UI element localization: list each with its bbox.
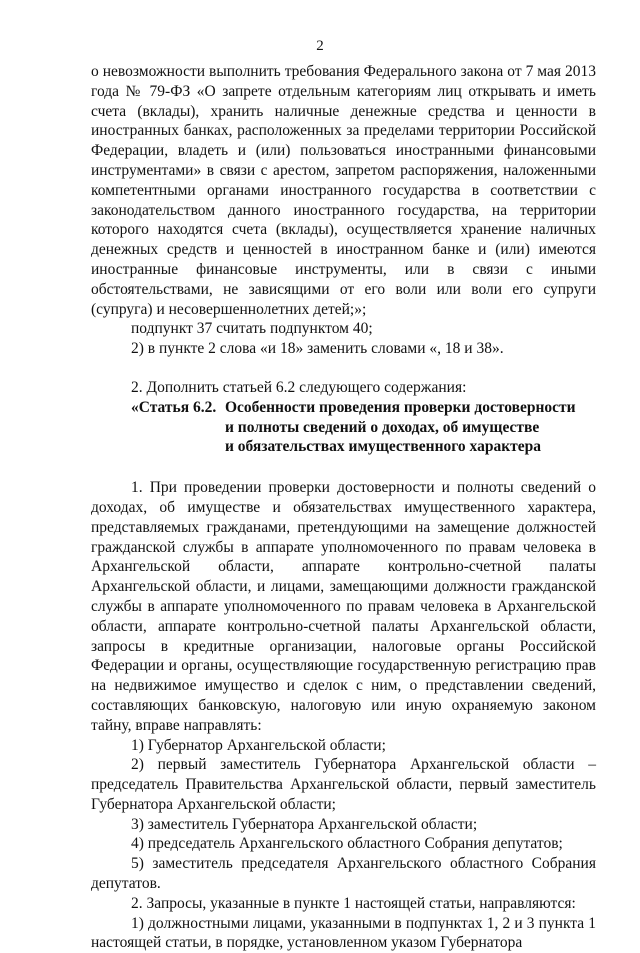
list-item: 3) заместитель Губернатора Архангельской области; xyxy=(131,815,478,833)
paragraph-continuation: о невозможности выполнить требования Федерального закона от 7 мая 2013 года № 79-ФЗ «О запрете отдельным категориям лиц открывать и иметь счета (вклады), хранить наличные денежные средства и ценности в иностранных банках, расположенных за пределами территории Российской Федерации, владеть и (или) пользоваться иностранными финансовыми инструментами» в связи с арестом, запретом распоряжения, наложенными компетентными органами иностранного государства в соответствии с законодательством данного иностранного государства, на территории которого находятся счета (вклады), осуществляется хранение наличных денежных средств и ценностей в иностранном банке и (или) имеются иностранные финансовые инструменты, или в связи с иными обстоятельствами, не зависящими от его воли или воли его супруги (супруга) и несовершеннолетних детей;»; xyxy=(91,63,596,318)
spacer xyxy=(91,457,596,478)
list-item: 2) первый заместитель Губернатора Архангельской области – председатель Правительства Архангельской области, первый заместитель Губернатора Архангельской области; xyxy=(91,756,596,813)
list-item: 1) должностными лицами, указанными в подпунктах 1, 2 и 3 пункта 1 настоящей статьи, в порядке, установленном указом Губернатора xyxy=(91,914,596,952)
article-label: «Статья 6.2. xyxy=(131,398,217,416)
article-title-line: и полноты сведений о доходах, об имуществе xyxy=(225,418,540,436)
list-item: 5) заместитель председателя Архангельского областного Собрания депутатов. xyxy=(91,855,596,893)
article-heading xyxy=(91,398,596,457)
paragraph-item-2: 2) в пункте 2 слова «и 18» заменить словами «, 18 и 38». xyxy=(131,340,504,358)
article-title-line: и обязательствах имущественного характера xyxy=(225,438,541,456)
page-number: 2 xyxy=(316,38,324,54)
article-paragraph-2: 2. Запросы, указанные в пункте 1 настоящей статьи, направляются: xyxy=(131,894,576,912)
paragraph-subitem-37: подпункт 37 считать подпунктом 40; xyxy=(131,320,373,338)
spacer xyxy=(91,359,596,378)
list-item: 4) председатель Архангельского областного Собрания депутатов; xyxy=(131,835,563,853)
article-paragraph-1: 1. При проведении проверки достоверности и полноты сведений о доходах, об имуществе и обязательствах имущественного характера, представляемых гражданами, претендующими на замещение должностей гражданской службы в аппарате уполномоченного по правам человека в Архангельской области, аппарате контрольно-счетной палаты Архангельской области, и лицами, замещающими должности гражданской службы в аппарате уполномоченного по правам человека в Архангельской области, аппарате контрольно-счетной палаты Архангельской области, запросы в кредитные организации, налоговые органы Российской Федерации и органы, осуществляющие государственную регистрацию прав на недвижимое имущество и сделок с ним, о представлении сведений, составляющих банковскую, налоговую или иную охраняемую законом тайну, вправе направлять: xyxy=(91,479,596,734)
paragraph-amendment-2: 2. Дополнить статьей 6.2 следующего содержания: xyxy=(131,378,467,396)
article-title xyxy=(225,398,596,457)
document-body xyxy=(91,62,596,953)
list-item: 1) Губернатор Архангельской области; xyxy=(131,736,386,754)
article-title-line: Особенности проведения проверки достоверности xyxy=(225,398,576,416)
